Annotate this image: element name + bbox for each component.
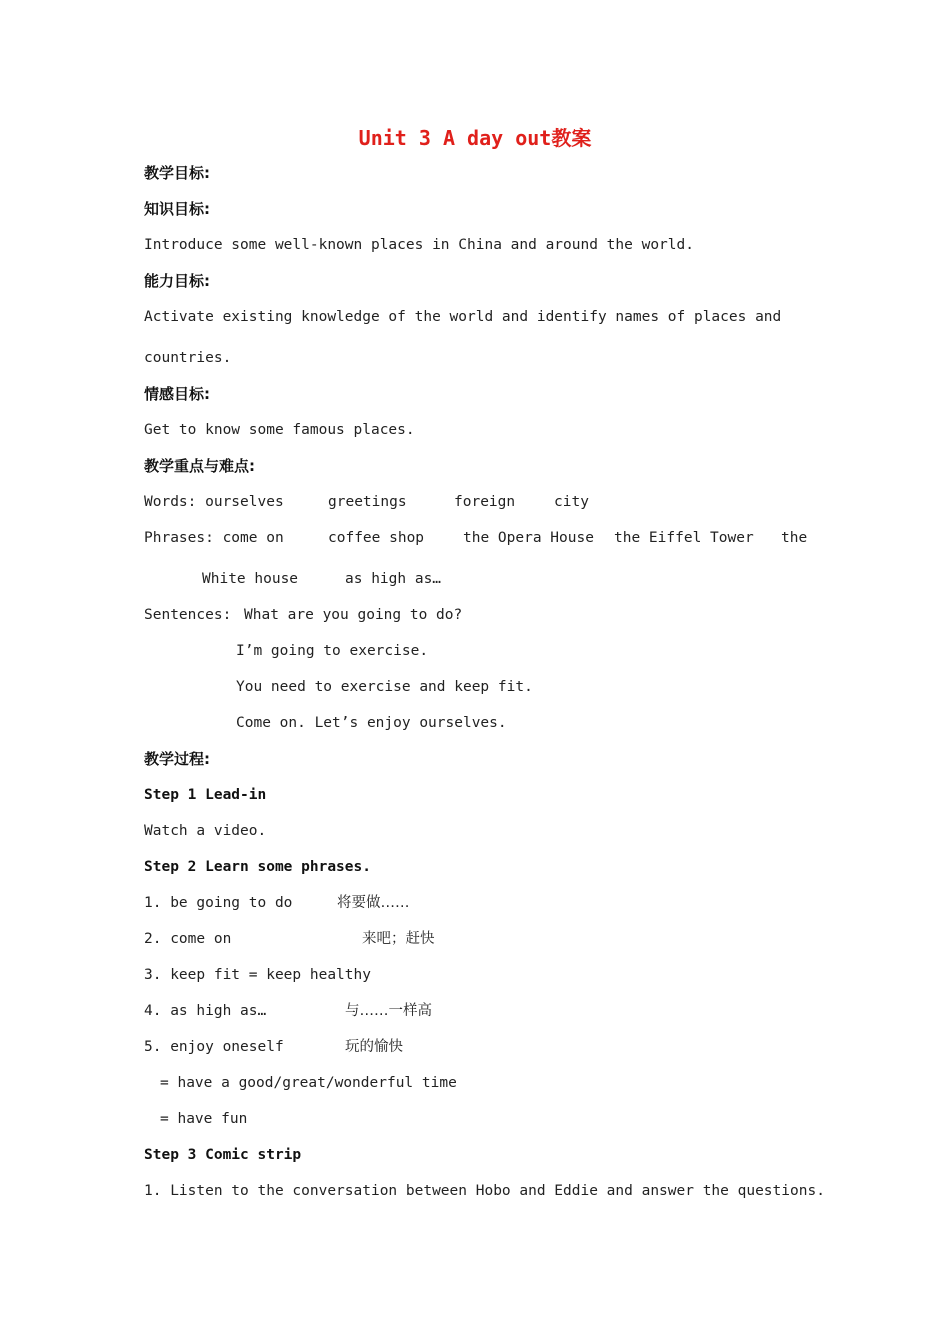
equivalent-phrase: = have a good/great/wonderful time: [160, 1075, 457, 1091]
step2-heading: Step 2 Learn some phrases.: [144, 859, 371, 875]
phrase-list-item-zh: 与……一样高: [345, 1003, 432, 1019]
phrase-item: the Eiffel Tower: [614, 530, 754, 546]
sentence-item: What are you going to do?: [244, 607, 463, 623]
heading-process: 教学过程:: [144, 750, 210, 768]
heading-keypoints: 教学重点与难点:: [144, 457, 255, 475]
heading-objectives: 教学目标:: [144, 164, 210, 182]
heading-knowledge: 知识目标:: [144, 200, 210, 218]
phrase-list-item-zh: 玩的愉快: [345, 1039, 403, 1055]
phrase-list-item-en: 1. be going to do: [144, 895, 293, 911]
heading-emotion: 情感目标:: [144, 385, 210, 403]
ability-text-line2: countries.: [144, 350, 232, 366]
ability-text-line1: Activate existing knowledge of the world and identify names of places and: [144, 309, 782, 325]
step3-heading: Step 3 Comic strip: [144, 1147, 302, 1163]
phrase-list-item-zh: 来吧；赶快: [362, 931, 435, 947]
step1-heading: Step 1 Lead-in: [144, 787, 267, 803]
phrase-list-item-en: 4. as high as…: [144, 1003, 267, 1019]
phrase-item: coffee shop: [328, 530, 425, 546]
heading-ability: 能力目标:: [144, 272, 210, 290]
phrase-list-item-en: 2. come on: [144, 931, 232, 947]
step1-text: Watch a video.: [144, 823, 267, 839]
phrase-list-item-zh: 将要做……: [337, 895, 410, 911]
sentence-item: Come on. Let’s enjoy ourselves.: [236, 715, 507, 731]
emotion-text: Get to know some famous places.: [144, 422, 415, 438]
phrase-list-item-en: 3. keep fit = keep healthy: [144, 967, 371, 983]
sentence-item: You need to exercise and keep fit.: [236, 679, 533, 695]
phrase-item: White house: [202, 571, 299, 587]
words-label: Words: ourselves: [144, 494, 284, 510]
word-item: greetings: [328, 494, 407, 510]
phrase-list-item-en: 5. enjoy oneself: [144, 1039, 284, 1055]
knowledge-text: Introduce some well-known places in China and around the world.: [144, 237, 694, 253]
sentences-label: Sentences:: [144, 607, 232, 623]
phrase-item: as high as…: [345, 571, 442, 587]
phrase-item: the: [781, 530, 808, 546]
phrases-label: Phrases: come on: [144, 530, 284, 546]
phrase-item: the Opera House: [463, 530, 594, 546]
page-title: Unit 3 A day out教案: [358, 126, 592, 150]
word-item: city: [554, 494, 589, 510]
equivalent-phrase: = have fun: [160, 1111, 248, 1127]
step3-text: 1. Listen to the conversation between Hobo and Eddie and answer the questions.: [144, 1183, 825, 1199]
word-item: foreign: [454, 494, 516, 510]
sentence-item: I’m going to exercise.: [236, 643, 429, 659]
